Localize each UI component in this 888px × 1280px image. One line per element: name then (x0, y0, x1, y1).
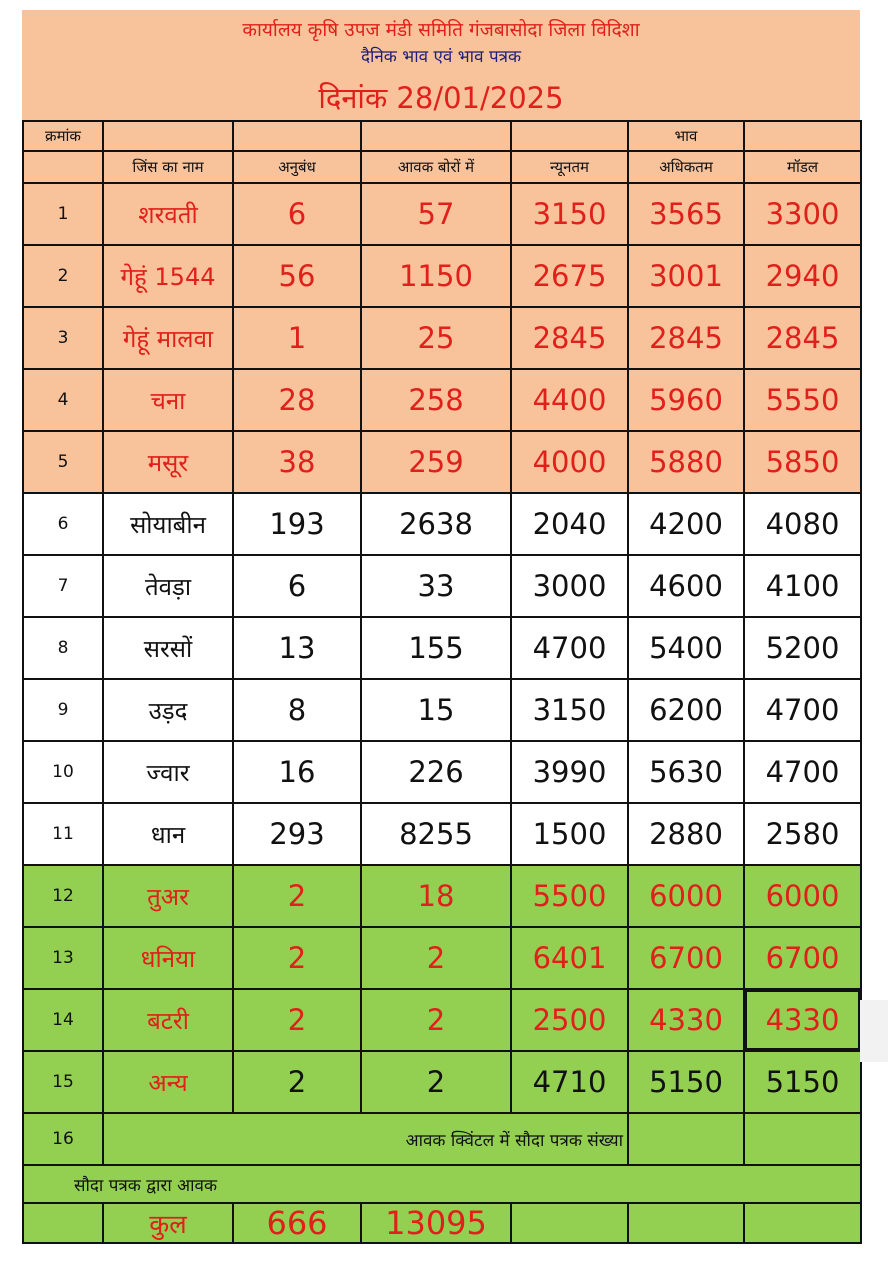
blank-header-cell (511, 121, 628, 151)
contract-cell: 38 (233, 431, 361, 493)
serial-cell: 15 (23, 1051, 103, 1113)
contract-cell: 13 (233, 617, 361, 679)
min-price-cell: 2675 (511, 245, 628, 307)
max-price-cell: 5960 (628, 369, 744, 431)
arrival-cell: 2 (361, 927, 511, 989)
col-arrival-header: आवक बोरों में (361, 151, 511, 183)
blank-header-cell (23, 151, 103, 183)
min-price-cell: 3150 (511, 679, 628, 741)
header-row-2 (23, 151, 861, 183)
footer-total-row (23, 1203, 861, 1243)
max-price-cell: 4200 (628, 493, 744, 555)
contract-cell: 293 (233, 803, 361, 865)
min-price-cell: 3990 (511, 741, 628, 803)
rates-table (22, 120, 862, 1244)
serial-cell: 4 (23, 369, 103, 431)
contract-cell: 8 (233, 679, 361, 741)
col-min-header: न्यूनतम (511, 151, 628, 183)
contract-cell: 2 (233, 1051, 361, 1113)
model-price-cell: 5150 (744, 1051, 861, 1113)
min-price-cell: 4700 (511, 617, 628, 679)
commodity-name-cell: गेहूं मालवा (103, 307, 233, 369)
model-price-cell: 4080 (744, 493, 861, 555)
serial-cell: 1 (23, 183, 103, 245)
arrival-cell: 1150 (361, 245, 511, 307)
blank-footer-cell (628, 1113, 744, 1165)
max-price-cell: 5880 (628, 431, 744, 493)
min-price-cell: 6401 (511, 927, 628, 989)
contract-cell: 2 (233, 989, 361, 1051)
max-price-cell: 4330 (628, 989, 744, 1051)
header-row-1 (23, 121, 861, 151)
commodity-name-cell: चना (103, 369, 233, 431)
commodity-name-cell: तुअर (103, 865, 233, 927)
commodity-name-cell: गेहूं 1544 (103, 245, 233, 307)
col-bhav-header: भाव (628, 121, 744, 151)
max-price-cell: 6000 (628, 865, 744, 927)
table-row (23, 989, 861, 1051)
blank-footer-cell (23, 1203, 103, 1243)
serial-cell: 5 (23, 431, 103, 493)
commodity-name-cell: ज्वार (103, 741, 233, 803)
min-price-cell: 4400 (511, 369, 628, 431)
model-price-cell: 2845 (744, 307, 861, 369)
arrival-cell: 155 (361, 617, 511, 679)
max-price-cell: 4600 (628, 555, 744, 617)
table-row (23, 369, 861, 431)
sheet-date: दिनांक 28/01/2025 (318, 81, 564, 115)
col-serial-header: क्रमांक (23, 121, 103, 151)
page-edge-strip (860, 1000, 888, 1062)
min-price-cell: 1500 (511, 803, 628, 865)
table-row (23, 803, 861, 865)
sheet-header (22, 10, 860, 120)
min-price-cell: 4710 (511, 1051, 628, 1113)
serial-cell: 9 (23, 679, 103, 741)
max-price-cell: 6700 (628, 927, 744, 989)
model-price-cell: 4330 (744, 989, 861, 1051)
serial-cell: 6 (23, 493, 103, 555)
max-price-cell: 2880 (628, 803, 744, 865)
serial-cell: 8 (23, 617, 103, 679)
table-row (23, 307, 861, 369)
commodity-name-cell: सोयाबीन (103, 493, 233, 555)
arrival-cell: 8255 (361, 803, 511, 865)
blank-footer-cell (628, 1203, 744, 1243)
sauda-patrak-label: सौदा पत्रक द्वारा आवक (23, 1165, 861, 1203)
col-commodity-header: जिंस का नाम (103, 151, 233, 183)
commodity-name-cell: धनिया (103, 927, 233, 989)
serial-cell: 12 (23, 865, 103, 927)
contract-cell: 6 (233, 183, 361, 245)
contract-cell: 56 (233, 245, 361, 307)
blank-footer-cell (744, 1203, 861, 1243)
min-price-cell: 2040 (511, 493, 628, 555)
commodity-name-cell: उड़द (103, 679, 233, 741)
model-price-cell: 5550 (744, 369, 861, 431)
table-row (23, 183, 861, 245)
serial-cell: 2 (23, 245, 103, 307)
table-row (23, 679, 861, 741)
blank-footer-cell (511, 1203, 628, 1243)
total-arrival-value: 13095 (361, 1203, 511, 1243)
arrival-cell: 57 (361, 183, 511, 245)
model-price-cell: 4100 (744, 555, 861, 617)
contract-cell: 193 (233, 493, 361, 555)
col-model-header: मॉडल (744, 151, 861, 183)
contract-cell: 6 (233, 555, 361, 617)
arrival-cell: 18 (361, 865, 511, 927)
sheet-subtitle: दैनिक भाव एवं भाव पत्रक (360, 47, 522, 67)
model-price-cell: 6000 (744, 865, 861, 927)
blank-header-cell (744, 121, 861, 151)
commodity-name-cell: शरवती (103, 183, 233, 245)
footer-sauda-row (23, 1165, 861, 1203)
min-price-cell: 4000 (511, 431, 628, 493)
table-row (23, 245, 861, 307)
blank-header-cell (103, 121, 233, 151)
max-price-cell: 3001 (628, 245, 744, 307)
col-contract-header: अनुबंध (233, 151, 361, 183)
serial-cell: 10 (23, 741, 103, 803)
model-price-cell: 5200 (744, 617, 861, 679)
mandi-rate-sheet (22, 10, 860, 1244)
commodity-name-cell: तेवड़ा (103, 555, 233, 617)
model-price-cell: 2940 (744, 245, 861, 307)
table-row (23, 493, 861, 555)
commodity-name-cell: सरसों (103, 617, 233, 679)
table-row (23, 555, 861, 617)
model-price-cell: 6700 (744, 927, 861, 989)
office-title: कार्यालय कृषि उपज मंडी समिति गंजबासोदा जिला विदिशा (242, 19, 640, 41)
max-price-cell: 5400 (628, 617, 744, 679)
blank-footer-cell (744, 1113, 861, 1165)
footer-serial: 16 (23, 1113, 103, 1165)
serial-cell: 11 (23, 803, 103, 865)
contract-cell: 16 (233, 741, 361, 803)
serial-cell: 14 (23, 989, 103, 1051)
min-price-cell: 3150 (511, 183, 628, 245)
table-row (23, 927, 861, 989)
max-price-cell: 5630 (628, 741, 744, 803)
serial-cell: 3 (23, 307, 103, 369)
arrival-cell: 226 (361, 741, 511, 803)
blank-header-cell (361, 121, 511, 151)
commodity-name-cell: मसूर (103, 431, 233, 493)
footer-row-16 (23, 1113, 861, 1165)
contract-cell: 1 (233, 307, 361, 369)
serial-cell: 13 (23, 927, 103, 989)
arrival-cell: 258 (361, 369, 511, 431)
table-row (23, 741, 861, 803)
arrival-cell: 2 (361, 1051, 511, 1113)
arrival-cell: 15 (361, 679, 511, 741)
model-price-cell: 2580 (744, 803, 861, 865)
total-label: कुल (103, 1203, 233, 1243)
max-price-cell: 2845 (628, 307, 744, 369)
model-price-cell: 4700 (744, 741, 861, 803)
commodity-name-cell: धान (103, 803, 233, 865)
min-price-cell: 2500 (511, 989, 628, 1051)
commodity-name-cell: अन्य (103, 1051, 233, 1113)
commodity-name-cell: बटरी (103, 989, 233, 1051)
col-max-header: अधिकतम (628, 151, 744, 183)
max-price-cell: 3565 (628, 183, 744, 245)
min-price-cell: 2845 (511, 307, 628, 369)
arrival-cell: 2638 (361, 493, 511, 555)
arrival-cell: 25 (361, 307, 511, 369)
model-price-cell: 4700 (744, 679, 861, 741)
min-price-cell: 5500 (511, 865, 628, 927)
model-price-cell: 5850 (744, 431, 861, 493)
max-price-cell: 5150 (628, 1051, 744, 1113)
model-price-cell: 3300 (744, 183, 861, 245)
contract-cell: 2 (233, 865, 361, 927)
blank-header-cell (233, 121, 361, 151)
arrival-cell: 33 (361, 555, 511, 617)
contract-cell: 2 (233, 927, 361, 989)
table-row (23, 1051, 861, 1113)
max-price-cell: 6200 (628, 679, 744, 741)
table-row (23, 617, 861, 679)
contract-cell: 28 (233, 369, 361, 431)
arrival-cell: 259 (361, 431, 511, 493)
table-row (23, 431, 861, 493)
serial-cell: 7 (23, 555, 103, 617)
arrival-cell: 2 (361, 989, 511, 1051)
footer-arrival-quintal-label: आवक क्विंटल में सौदा पत्रक संख्या (103, 1113, 628, 1165)
total-contract-value: 666 (233, 1203, 361, 1243)
min-price-cell: 3000 (511, 555, 628, 617)
table-row (23, 865, 861, 927)
